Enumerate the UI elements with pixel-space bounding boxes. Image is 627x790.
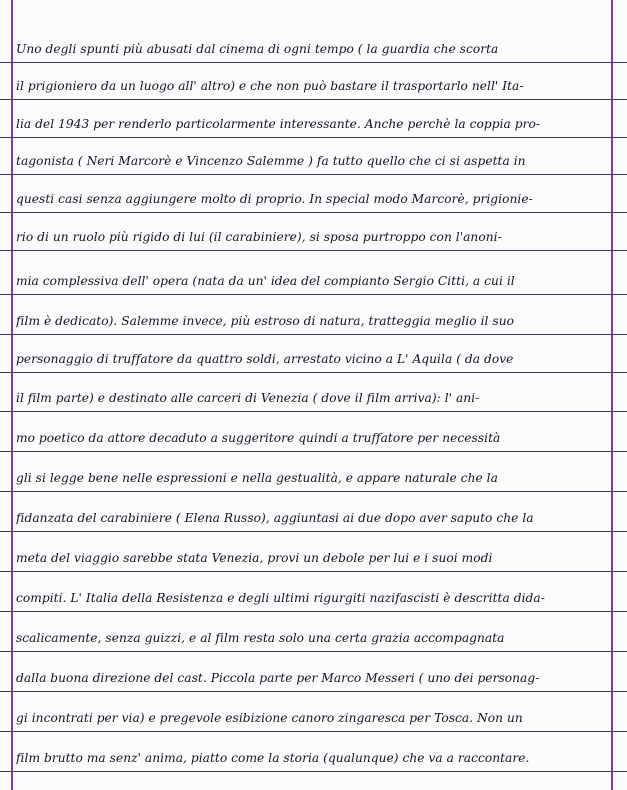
ruled-line — [0, 731, 627, 732]
ruled-line — [0, 771, 627, 772]
text-line: fidanzata del carabiniere ( Elena Russo), aggiuntasi ai due dopo aver saputo che la — [16, 511, 534, 525]
ruled-line — [0, 691, 627, 692]
ruled-line — [0, 491, 627, 492]
text-line: il film parte) e destinato alle carceri di Venezia ( dove il film arriva): l' ani- — [16, 391, 480, 405]
ruled-line — [0, 451, 627, 452]
text-line: lia del 1943 per renderlo particolarmente interessante. Anche perchè la coppia pro- — [16, 117, 541, 131]
ruled-line — [0, 99, 627, 100]
ruled-line — [0, 62, 627, 63]
right-margin-line — [611, 0, 613, 790]
text-line: gli si legge bene nelle espressioni e nella gestualità, e appare naturale che la — [16, 471, 498, 485]
ruled-line — [0, 372, 627, 373]
ruled-line — [0, 174, 627, 175]
text-line: dalla buona direzione del cast. Piccola parte per Marco Messeri ( uno dei personag- — [16, 671, 540, 685]
text-line: gi incontrati per via) e pregevole esibizione canoro zingaresca per Tosca. Non un — [16, 711, 523, 725]
text-line: Uno degli spunti più abusati dal cinema di ogni tempo ( la guardia che scorta — [16, 42, 499, 56]
ruled-line — [0, 212, 627, 213]
ruled-line — [0, 411, 627, 412]
ruled-line — [0, 294, 627, 295]
ruled-line — [0, 137, 627, 138]
ruled-line — [0, 611, 627, 612]
ruled-line — [0, 571, 627, 572]
text-line: tagonista ( Neri Marcorè e Vincenzo Salemme ) fa tutto quello che ci si aspetta in — [16, 154, 526, 168]
left-margin-line — [11, 0, 13, 790]
text-line: questi casi senza aggiungere molto di proprio. In special modo Marcorè, prigionie- — [16, 192, 533, 206]
text-line: il prigioniero da un luogo all' altro) e che non può bastare il trasportarlo nell' Ita- — [16, 79, 524, 93]
ruled-line — [0, 651, 627, 652]
text-line: personaggio di truffatore da quattro soldi, arrestato vicino a L' Aquila ( da dove — [16, 352, 514, 366]
text-line: rio di un ruolo più rigido di lui (il carabiniere), si sposa purtroppo con l'anoni- — [16, 230, 502, 244]
text-line: compiti. L' Italia della Resistenza e degli ultimi rigurgiti nazifascisti è descritta dida- — [16, 591, 545, 605]
text-line: mo poetico da attore decaduto a suggeritore quindi a truffatore per necessità — [16, 431, 501, 445]
text-line: meta del viaggio sarebbe stata Venezia, provi un debole per lui e i suoi modi — [16, 551, 493, 565]
text-line: mia complessiva dell' opera (nata da un' idea del compianto Sergio Citti, a cui il — [16, 274, 515, 288]
ruled-line — [0, 531, 627, 532]
text-line: scalicamente, senza guizzi, e al film resta solo una certa grazia accompagnata — [16, 631, 505, 645]
ruled-line — [0, 250, 627, 251]
text-line: film brutto ma senz' anima, piatto come la storia (qualunque) che va a raccontare. — [16, 751, 530, 765]
ruled-line — [0, 334, 627, 335]
text-line: film è dedicato). Salemme invece, più estroso di natura, tratteggia meglio il suo — [16, 314, 514, 328]
